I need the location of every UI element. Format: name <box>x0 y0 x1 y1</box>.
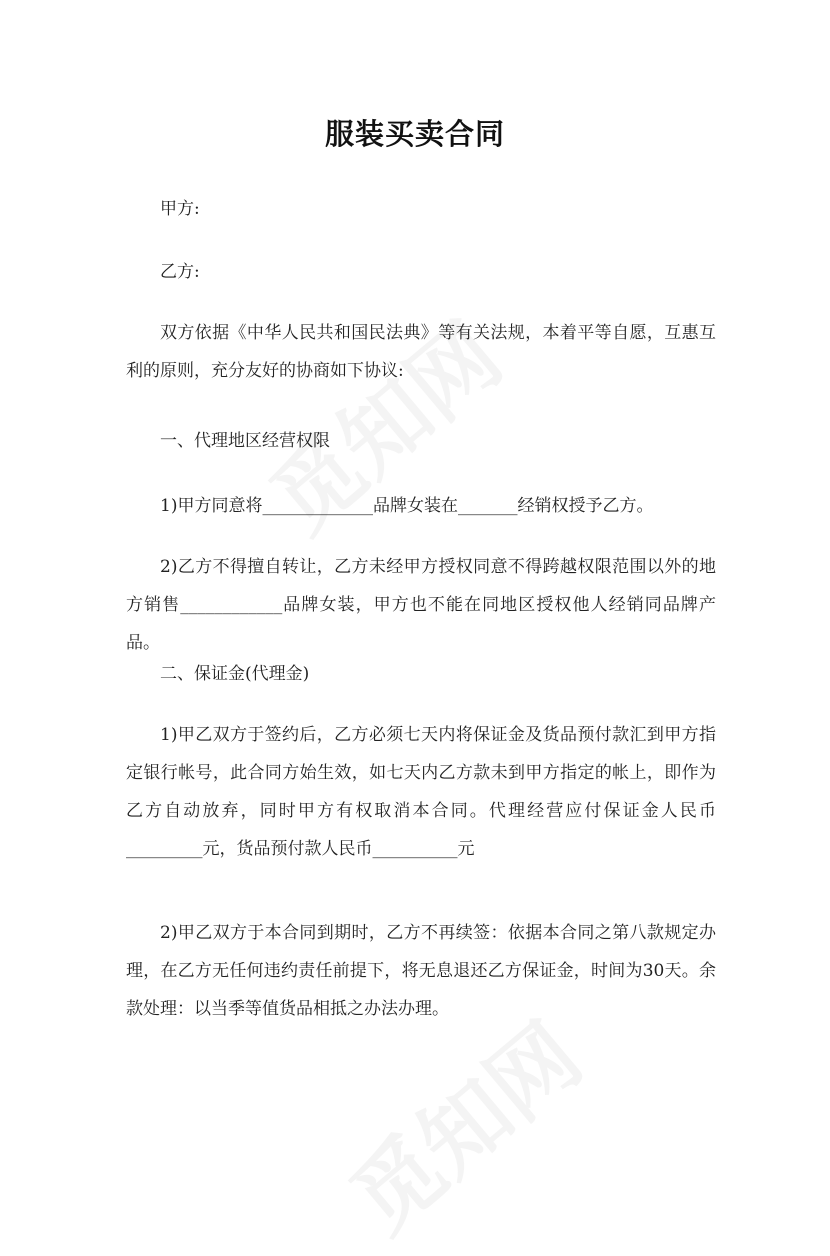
document-title: 服装买卖合同 <box>324 117 505 151</box>
party-b-line: 乙方: <box>160 262 200 282</box>
watermark <box>320 990 603 1256</box>
clause-1-1: 1)甲方同意将_____________品牌女装在_______经销权授予乙方。 <box>160 496 654 516</box>
clause-2-1: 1)甲乙双方于签约后，乙方必须七天内将保证金及货品预付款汇到甲方指定银行帐号，此合同方始生效，如七天内乙方款未到甲方指定的帐上，即作为乙方自动放弃，同时甲方有权取消本合同。代理经营应付保证金人民币_________元，货品预付款人民币__________元 <box>126 725 716 859</box>
section-heading-2: 二、保证金(代理金) <box>160 664 310 684</box>
clause-2-2: 2)甲乙双方于本合同到期时，乙方不再续签：依据本合同之第八款规定办理，在乙方无任何违约责任前提下，将无息退还乙方保证金，时间为30天。余款处理：以当季等值货品相抵之办法办理。 <box>126 923 716 1019</box>
section-heading-1: 一、代理地区经营权限 <box>160 431 330 451</box>
party-a-line: 甲方: <box>160 199 200 219</box>
preamble-paragraph: 双方依据《中华人民共和国民法典》等有关法规，本着平等自愿，互惠互利的原则，充分友好的协商如下协议: <box>126 323 716 381</box>
clause-1-2: 2)乙方不得擅自转让，乙方未经甲方授权同意不得跨越权限范围以外的地方销售____________品牌女装，甲方也不能在同地区授权他人经销同品牌产品。 <box>126 557 716 653</box>
